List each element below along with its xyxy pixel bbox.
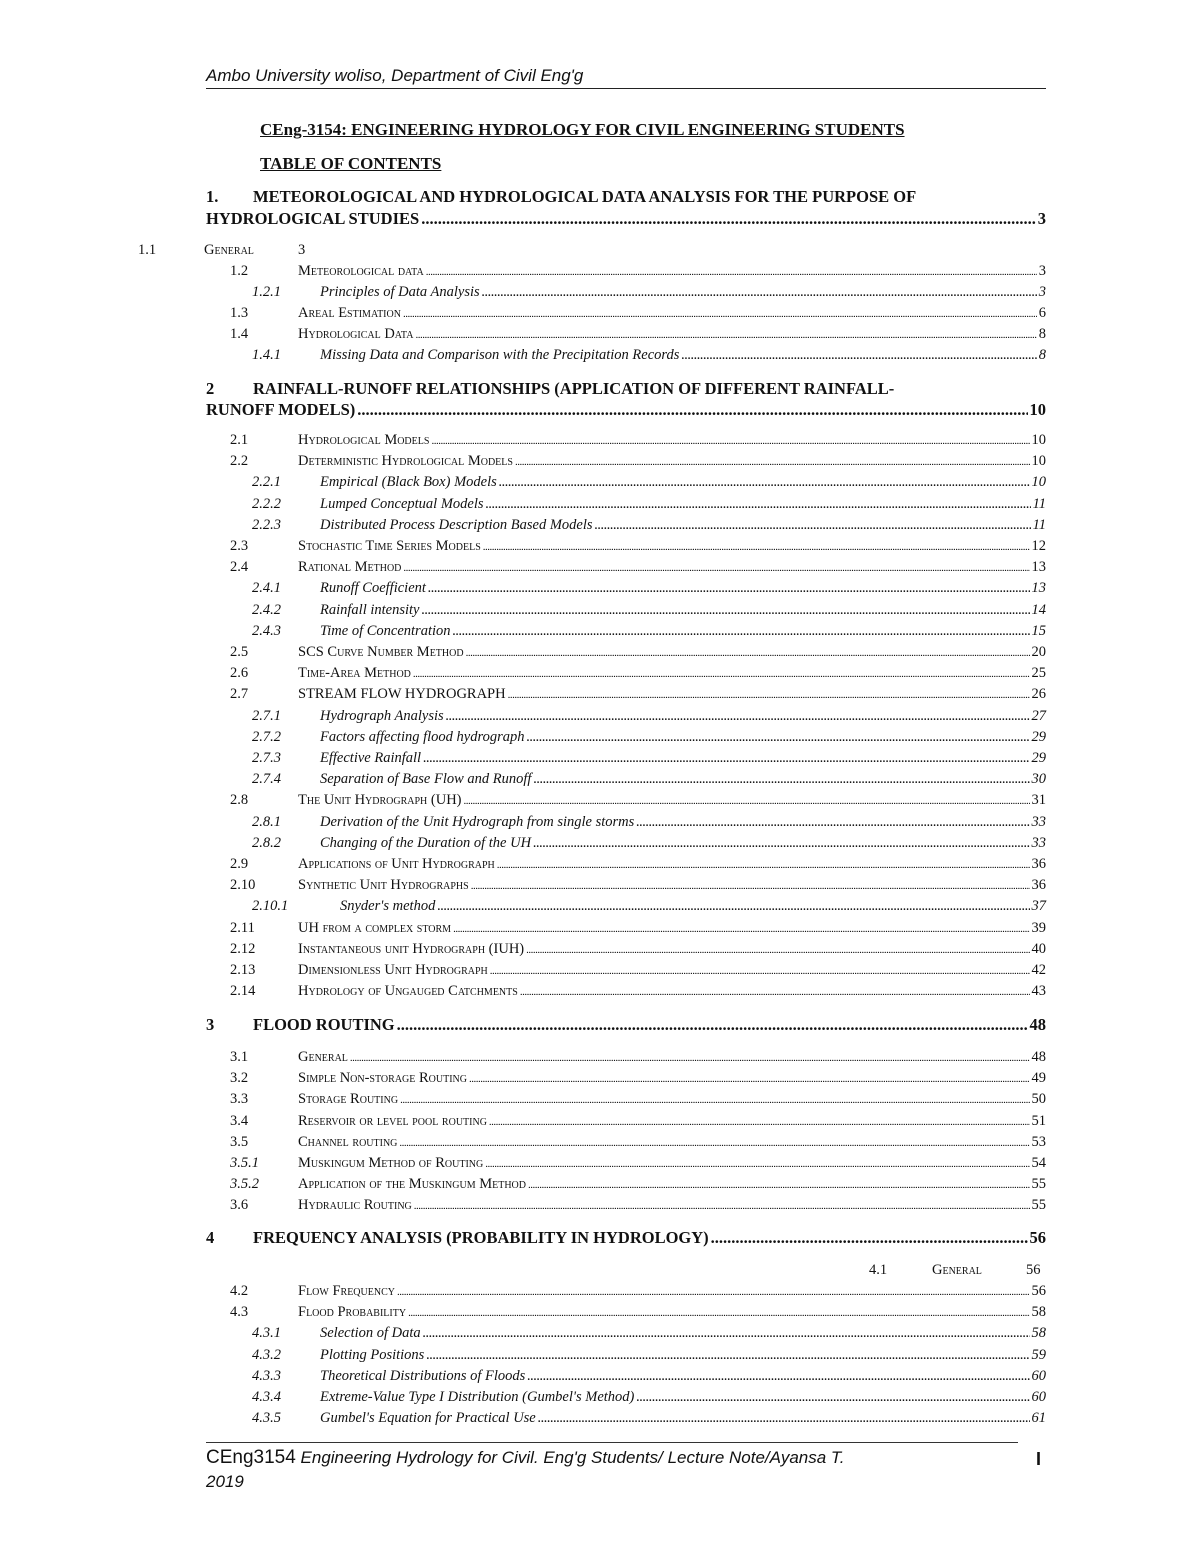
toc-entry-3-5[interactable]: 3.5 Channel routing ..... 53 (230, 1132, 1046, 1153)
dot-leader (520, 982, 1030, 1003)
toc-entry-3-1[interactable]: 3.1 General ..... 48 (230, 1047, 1046, 1068)
toc-entry-2-13[interactable]: 2.13 Dimensionless Unit Hydrograph ..... 42 (230, 960, 1046, 981)
toc-entry-2-4-2[interactable]: 2.4.2 Rainfall intensity ..... 14 (252, 600, 1046, 621)
toc-entry-2-4-1[interactable]: 2.4.1 Runoff Coefficient ..... 13 (252, 578, 1046, 599)
toc-entry-1-4[interactable]: 1.4 Hydrological Data ..... 8 (230, 324, 1046, 345)
dot-leader (636, 812, 1029, 833)
toc-entry-2-6[interactable]: 2.6 Time-Area Method ..... 25 (230, 663, 1046, 684)
dot-leader (490, 961, 1030, 982)
dot-leader (423, 748, 1029, 769)
toc-entry-2-8-1[interactable]: 2.8.1 Derivation of the Unit Hydrograph from single storms ..... 33 (252, 812, 1046, 833)
dot-leader (421, 600, 1029, 621)
dot-leader (453, 919, 1029, 940)
toc-entry-2-4-3[interactable]: 2.4.3 Time of Concentration ..... 15 (252, 621, 1046, 642)
toc-entry-2-9[interactable]: 2.9 Applications of Unit Hydrograph ..... 36 (230, 854, 1046, 875)
toc-entry-1-1[interactable]: 1.1 General 3 (138, 242, 306, 258)
dot-leader (437, 896, 1029, 917)
dot-leader (485, 1154, 1029, 1175)
dot-leader (533, 769, 1029, 790)
toc-entry-4-3-4[interactable]: 4.3.4 Extreme-Value Type I Distribution (Gumbel's Method) ..... 60 (252, 1387, 1046, 1408)
toc-entry-3-6[interactable]: 3.6 Hydraulic Routing ..... 55 (230, 1195, 1046, 1216)
dot-leader (595, 515, 1031, 536)
dot-leader (428, 578, 1030, 599)
dot-leader (489, 1112, 1030, 1133)
toc-entry-1-4-1[interactable]: 1.4.1 Missing Data and Comparison with the Precipitation Records ..... 8 (252, 345, 1046, 366)
toc-entry-2-2-1[interactable]: 2.2.1 Empirical (Black Box) Models ..... 10 (252, 472, 1046, 493)
toc-entry-2-4[interactable]: 2.4 Rational Method ..... 13 (230, 557, 1046, 578)
dot-leader (538, 1408, 1030, 1429)
toc-entry-2-7-2[interactable]: 2.7.2 Factors affecting flood hydrograph ..... 29 (252, 727, 1046, 748)
dot-leader (508, 685, 1030, 706)
toc-entry-1-2[interactable]: 1.2 Meteorological data ..... 3 (230, 261, 1046, 282)
dot-leader (486, 494, 1031, 515)
toc-entry-4-1[interactable]: 4.1 General 56 (869, 1262, 1041, 1278)
toc-entry-3[interactable]: 3 FLOOD ROUTING ..... 48 (206, 1014, 1046, 1035)
toc-entry-2-12[interactable]: 2.12 Instantaneous unit Hydrograph (IUH) ..... 40 (230, 939, 1046, 960)
toc-entry-2-cont[interactable]: RUNOFF MODELS) ..... 10 (206, 399, 1046, 420)
dot-leader (464, 791, 1030, 812)
toc-entry-1-2-1[interactable]: 1.2.1 Principles of Data Analysis ..... 3 (252, 282, 1046, 303)
toc-entry-4-3-3[interactable]: 4.3.3 Theoretical Distributions of Floods ..... 60 (252, 1366, 1046, 1387)
page-number: I (1036, 1449, 1042, 1469)
dot-leader (636, 1387, 1029, 1408)
toc-entry-2-3[interactable]: 2.3 Stochastic Time Series Models ..... 12 (230, 536, 1046, 557)
toc-entry-2-14[interactable]: 2.14 Hydrology of Ungauged Catchments ..... 43 (230, 981, 1046, 1002)
toc-entry-1-3[interactable]: 1.3 Areal Estimation ..... 6 (230, 303, 1046, 324)
dot-leader (533, 833, 1029, 854)
toc-entry-2-7-3[interactable]: 2.7.3 Effective Rainfall ..... 29 (252, 748, 1046, 769)
toc-entry-2-8[interactable]: 2.8 The Unit Hydrograph (UH) ..... 31 (230, 790, 1046, 811)
dot-leader (413, 664, 1030, 685)
dot-leader (421, 208, 1036, 229)
dot-leader (423, 1323, 1030, 1344)
toc-entry-2-1[interactable]: 2.1 Hydrological Models ..... 10 (230, 430, 1046, 451)
toc-entry-3-5-2[interactable]: 3.5.2 Application of the Muskingum Method ..... 55 (230, 1174, 1046, 1195)
toc-entry-1-cont[interactable]: HYDROLOGICAL STUDIES ..... 3 (206, 208, 1046, 229)
dot-leader (526, 940, 1029, 961)
toc-entry-2-7[interactable]: 2.7 STREAM FLOW HYDROGRAPH ..... 26 (230, 684, 1046, 705)
toc-entry-2-10[interactable]: 2.10 Synthetic Unit Hydrographs ..... 36 (230, 875, 1046, 896)
dot-leader (400, 1090, 1029, 1111)
toc-entry-4-3[interactable]: 4.3 Flood Probability ..... 58 (230, 1302, 1046, 1323)
running-header: Ambo University woliso, Department of Civil Eng'g (206, 66, 1046, 89)
toc-entry-2-7-4[interactable]: 2.7.4 Separation of Base Flow and Runoff ..... 30 (252, 769, 1046, 790)
dot-leader (453, 621, 1030, 642)
dot-leader (446, 706, 1030, 727)
toc-entry-3-2[interactable]: 3.2 Simple Non-storage Routing ..... 49 (230, 1068, 1046, 1089)
dot-leader (403, 558, 1029, 579)
dot-leader (431, 431, 1029, 452)
dot-leader (350, 1048, 1030, 1069)
dot-leader (499, 472, 1030, 493)
course-title: CEng-3154: ENGINEERING HYDROLOGY FOR CIVIL ENGINEERING STUDENTS (260, 120, 905, 139)
toc-entry-2[interactable]: 2 RAINFALL-RUNOFF RELATIONSHIPS (APPLICATION OF DIFFERENT RAINFALL- (206, 379, 895, 398)
toc-entry-1[interactable]: 1. METEOROLOGICAL AND HYDROLOGICAL DATA ANALYSIS FOR THE PURPOSE OF (206, 187, 917, 206)
dot-leader (426, 1345, 1029, 1366)
toc-entry-2-2-3[interactable]: 2.2.3 Distributed Process Description Based Models ..... 11 (252, 515, 1046, 536)
toc-entry-2-5[interactable]: 2.5 SCS Curve Number Method ..... 20 (230, 642, 1046, 663)
footer-rule (206, 1442, 1018, 1443)
toc-entry-4-3-2[interactable]: 4.3.2 Plotting Positions ..... 59 (252, 1345, 1046, 1366)
toc-entry-3-3[interactable]: 3.3 Storage Routing ..... 50 (230, 1089, 1046, 1110)
dot-leader (471, 876, 1030, 897)
dot-leader (469, 1069, 1030, 1090)
toc-entry-2-2-2[interactable]: 2.2.2 Lumped Conceptual Models ..... 11 (252, 494, 1046, 515)
toc-entry-2-7-1[interactable]: 2.7.1 Hydrograph Analysis ..... 27 (252, 706, 1046, 727)
toc-entry-2-2[interactable]: 2.2 Deterministic Hydrological Models ..... 10 (230, 451, 1046, 472)
dot-leader (528, 1175, 1030, 1196)
dot-leader (399, 1133, 1029, 1154)
toc-entry-4-3-5[interactable]: 4.3.5 Gumbel's Equation for Practical Use ..... 61 (252, 1408, 1046, 1429)
dot-leader (527, 1366, 1029, 1387)
running-footer: CEng3154 Engineering Hydrology for Civil. Eng'g Students/ Lecture Note/Ayansa T. 2019 (206, 1447, 845, 1491)
dot-leader (497, 855, 1030, 876)
dot-leader (357, 399, 1027, 420)
toc-entry-3-4[interactable]: 3.4 Reservoir or level pool routing ..... 51 (230, 1111, 1046, 1132)
dot-leader (526, 727, 1029, 748)
toc-entry-4-2[interactable]: 4.2 Flow Frequency ..... 56 (230, 1281, 1046, 1302)
dot-leader (414, 1196, 1030, 1217)
dot-leader (397, 1282, 1030, 1303)
dot-leader (408, 1303, 1029, 1324)
toc-entry-4[interactable]: 4 FREQUENCY ANALYSIS (PROBABILITY IN HYDROLOGY) ..... 56 (206, 1227, 1046, 1248)
dot-leader (515, 452, 1030, 473)
dot-leader (466, 643, 1030, 664)
toc-entry-2-11[interactable]: 2.11 UH from a complex storm ..... 39 (230, 918, 1046, 939)
toc-entry-4-3-1[interactable]: 4.3.1 Selection of Data ..... 58 (252, 1323, 1046, 1344)
dot-leader (483, 537, 1030, 558)
toc-title: TABLE OF CONTENTS (260, 154, 442, 173)
toc-entry-2-10-1[interactable]: 2.10.1 Snyder's method ..... 37 (252, 896, 1046, 917)
toc-entry-2-8-2[interactable]: 2.8.2 Changing of the Duration of the UH ..... 33 (252, 833, 1046, 854)
toc-entry-3-5-1[interactable]: 3.5.1 Muskingum Method of Routing ..... 54 (230, 1153, 1046, 1174)
